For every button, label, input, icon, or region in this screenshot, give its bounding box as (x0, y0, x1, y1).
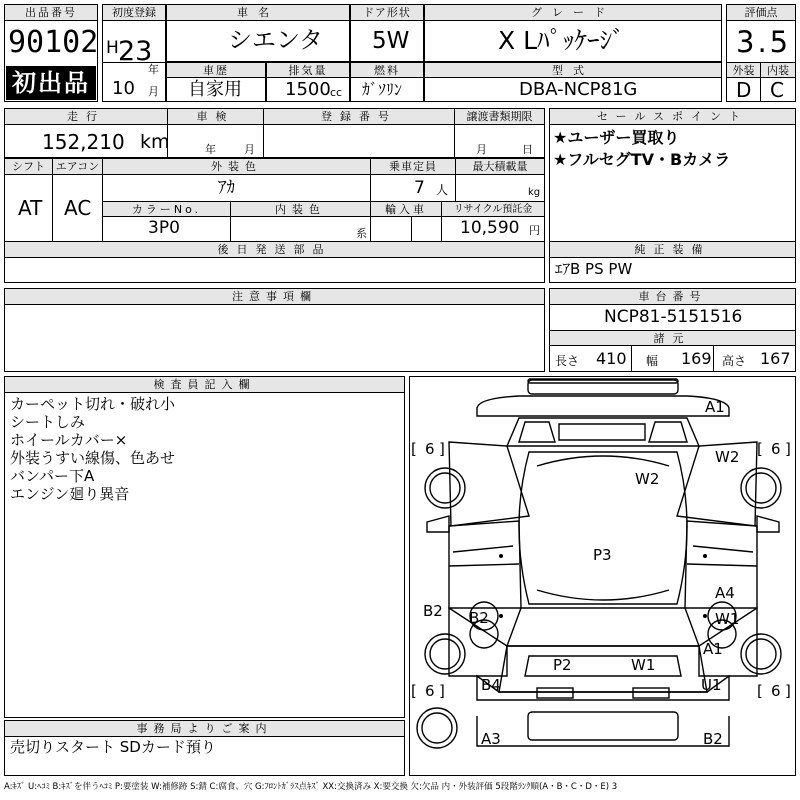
door-label: ドア形状 (350, 4, 424, 21)
svg-text:]: ] (439, 440, 445, 458)
sales-points-label: セールスポイント (549, 108, 796, 125)
height-label: 高さ (722, 354, 747, 368)
chassis-label: 車台番号 (549, 288, 796, 305)
svg-text:]: ] (785, 440, 791, 458)
mark-p2: P2 (553, 656, 572, 674)
office-text: 売切りスタート SDカード預り (10, 738, 216, 756)
recycle-label: リサイクル預託金 (441, 201, 545, 217)
model-label: 型式 (424, 62, 722, 78)
shift: AT (18, 196, 43, 220)
mileage: 152,210 (42, 130, 125, 154)
inspector-line: ホイールカバー× (10, 431, 128, 449)
equipment: ｴｱB PS PW (555, 260, 633, 278)
capacity-unit: 人 (436, 183, 449, 197)
svg-text:]: ] (439, 682, 445, 700)
mark-b2-inner: B2 (469, 609, 489, 627)
ac: AC (64, 196, 92, 220)
inspector-line: バンパー下A (10, 467, 95, 485)
inspector-line: エンジン廻り異音 (10, 485, 130, 503)
width: 169 (681, 349, 712, 368)
int-color-cell (230, 216, 371, 242)
displacement: 1500 (285, 79, 331, 100)
mark-u1: U1 (701, 676, 722, 694)
first-reg-month: 10 (112, 78, 135, 99)
mark-a3: A3 (481, 730, 501, 748)
color-no-label: カラーNo. (102, 201, 231, 217)
height: 167 (760, 349, 791, 368)
import-cell-a (370, 216, 412, 242)
car-name: シエンタ (228, 26, 324, 54)
svg-text:[: [ (757, 682, 763, 700)
mark-b4: B4 (481, 676, 501, 694)
equipment-label: 純正装備 (549, 241, 796, 258)
fuel: ｶﾞｿﾘﾝ (362, 80, 403, 99)
inspector-notes (10, 395, 175, 503)
era: H (106, 38, 119, 58)
first-listing-text: 初出品 (12, 69, 90, 97)
tire-rl-tread: 6 (425, 682, 435, 700)
ext-color-label: 外装色 (102, 158, 371, 175)
mark-p3: P3 (593, 546, 612, 564)
svg-text:[: [ (757, 440, 763, 458)
mileage-label: 走行 (4, 108, 168, 125)
reg-no-cell (263, 124, 455, 158)
dims-label: 諸元 (549, 330, 796, 346)
grade-label: グレード (424, 4, 722, 21)
lot-number-label: 出品番号 (4, 4, 98, 21)
mark-a1-right: A1 (703, 640, 723, 658)
capacity: 7 (414, 178, 425, 198)
first-reg-year: 23 (118, 36, 153, 67)
inspection-year-unit: 年 (205, 143, 216, 156)
sales-point-2: ★フルセグTV・Bカメラ (553, 150, 731, 169)
sales-point-1: ★ユーザー買取り (553, 128, 680, 147)
door-type: 5W (372, 28, 410, 54)
svg-text:]: ] (785, 682, 791, 700)
fuel-label: 燃料 (350, 62, 424, 78)
mark-w1-right: W1 (715, 610, 740, 628)
displacement-unit: cc (330, 86, 343, 99)
mark-b2-left: B2 (423, 602, 443, 620)
capacity-label: 乗車定員 (370, 158, 456, 175)
later-parts-cell (4, 257, 545, 283)
tire-fl-tread: 6 (425, 440, 435, 458)
svg-text:[: [ (411, 440, 417, 458)
inspector-line: カーペット切れ・破れ小 (10, 395, 176, 413)
grade: X Lﾊﾟｯｹｰｼﾞ (498, 26, 625, 55)
ext-color-cell (102, 174, 371, 202)
model: DBA-NCP81G (519, 79, 638, 100)
recycle-unit: 円 (529, 224, 540, 237)
length-label: 長さ (555, 354, 580, 368)
exterior-label: 外装 (726, 62, 761, 78)
mileage-unit: km (140, 131, 170, 153)
color-no: 3P0 (148, 218, 180, 238)
svg-text:[: [ (411, 682, 417, 700)
mark-b2-bottom: B2 (703, 730, 723, 748)
exterior-score: D (736, 78, 752, 102)
ac-label: エアコン (52, 158, 103, 175)
reg-no-label: 登録番号 (263, 108, 455, 125)
office-label: 事務局よりご案内 (4, 720, 405, 737)
inspection-month-unit: 月 (244, 143, 255, 156)
tire-fr-tread: 6 (771, 440, 781, 458)
notes-label: 注意事項欄 (4, 288, 545, 305)
later-parts-label: 後日発送部品 (4, 241, 545, 258)
inspector-line: シートしみ (10, 413, 86, 431)
width-label: 幅 (646, 354, 659, 368)
interior-score: C (770, 78, 784, 102)
mark-w1-rear: W1 (631, 656, 656, 674)
inspection-label: 車検 (167, 108, 264, 125)
transfer-day-unit: 日 (522, 143, 533, 156)
recycle: 10,590 (460, 218, 520, 238)
import-label: 輸入車 (370, 201, 442, 217)
load-unit: kg (528, 187, 541, 198)
car-name-label: 車名 (166, 4, 350, 21)
first-listing-badge (6, 66, 96, 100)
mark-w2-right: W2 (715, 448, 740, 466)
interior-label: 内装 (760, 62, 796, 78)
inspector-line: 外装うすい線傷、色あせ (10, 449, 176, 467)
chassis-number: NCP81-5151516 (604, 307, 743, 327)
mark-a4: A4 (715, 584, 735, 602)
load-label: 最大積載量 (455, 158, 545, 175)
mark-w2-hood: W2 (635, 470, 660, 488)
int-color-label: 内装色 (230, 201, 371, 217)
mark-a1-top: A1 (705, 398, 725, 416)
history: 自家用 (188, 79, 242, 100)
score-label: 評価点 (726, 4, 796, 21)
int-color-unit: 系 (356, 227, 367, 240)
score: 3.5 (736, 25, 792, 59)
year-unit: 年 (148, 63, 159, 76)
transfer-doc-label: 譲渡書類期限 (454, 108, 545, 125)
import-cell-b (411, 216, 442, 242)
transfer-month-unit: 月 (476, 143, 487, 156)
divider (102, 62, 166, 63)
ext-color: ｱｶ (218, 178, 235, 198)
first-reg-label: 初度登録 (102, 4, 166, 21)
inspector-label: 検査員記入欄 (4, 376, 405, 393)
tire-rr-tread: 6 (771, 682, 781, 700)
displacement-label: 排気量 (266, 62, 350, 78)
shift-label: シフト (4, 158, 53, 175)
car-diagram (409, 376, 796, 776)
legend: A:ｷｽﾞ U:ﾍｺﾐ B:ｷｽﾞを伴うﾍｺﾐ P:要塗装 W:補修跡 S:錆 C:腐食、穴 G:ﾌﾛﾝﾄｶﾞﾗｽ点ｷｽﾞ XX:交換済み X:要交換 欠:欠品 内・外装評価 5段階ﾗﾝｸ順(A・B・C・D・E) 3 (4, 782, 618, 792)
length: 410 (596, 349, 627, 368)
month-unit: 月 (148, 85, 159, 98)
lot-number: 90102 (8, 25, 99, 60)
history-label: 車歴 (166, 62, 266, 78)
